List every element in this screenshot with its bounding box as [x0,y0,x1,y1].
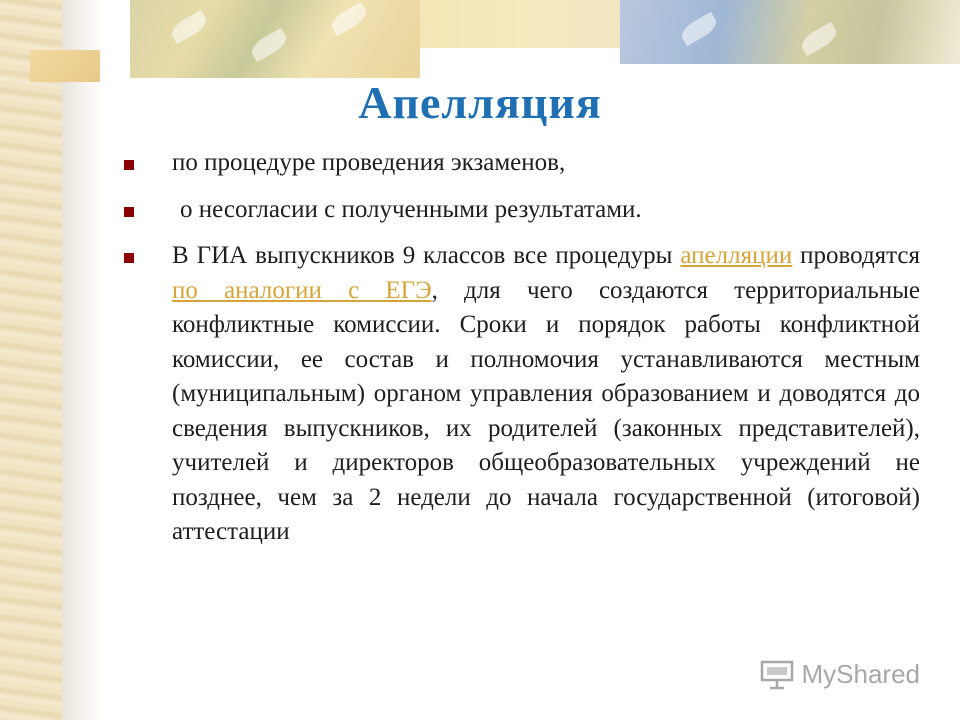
banner-segment [620,0,960,64]
bullet-list [120,146,920,562]
presentation-board-icon [760,660,794,690]
top-decorative-banner [30,0,960,82]
bullet-item [120,239,920,550]
myshared-watermark [760,659,921,690]
bullet-text: по процедуре проведения экзаменов, [172,149,566,176]
leaf-shape [678,12,720,47]
leaf-shape [168,10,210,45]
bullet-text-pre: В ГИА выпускников 9 классов все процедуры [172,242,681,269]
bullet-text-mid: проводятся [792,242,920,269]
leaf-shape [798,22,840,57]
banner-segment [420,0,620,48]
leaf-shape [248,28,290,63]
bullet-item [120,193,920,228]
ege-analogy-link[interactable]: по аналогии с ЕГЭ [172,276,432,304]
bullet-text: о несогласии с полученными результатами. [180,195,642,223]
bullet-square-icon [124,253,134,263]
bullet-text-post: , для чего создаются территориальные конфликтные комиссии. Сроки и порядок работы конфликтной комиссии, ее состав и полномочия устанавливаются местным (муниципальным) органом управления образованием и доводятся до сведения выпускников, их родителей (законных представителей), учителей и директоров общеобразовательных учреждений не позднее, чем за 2 недели до начала государственной (итоговой) аттестации [172,276,920,545]
slide-title: Апелляция [358,77,602,128]
bullet-square-icon [124,160,134,170]
appeal-link[interactable]: апелляции [680,242,793,269]
bullet-item [120,146,920,181]
banner-segment [130,0,420,78]
leaf-shape [328,2,370,37]
watermark-text: MyShared [801,659,920,689]
bullet-square-icon [124,207,134,217]
